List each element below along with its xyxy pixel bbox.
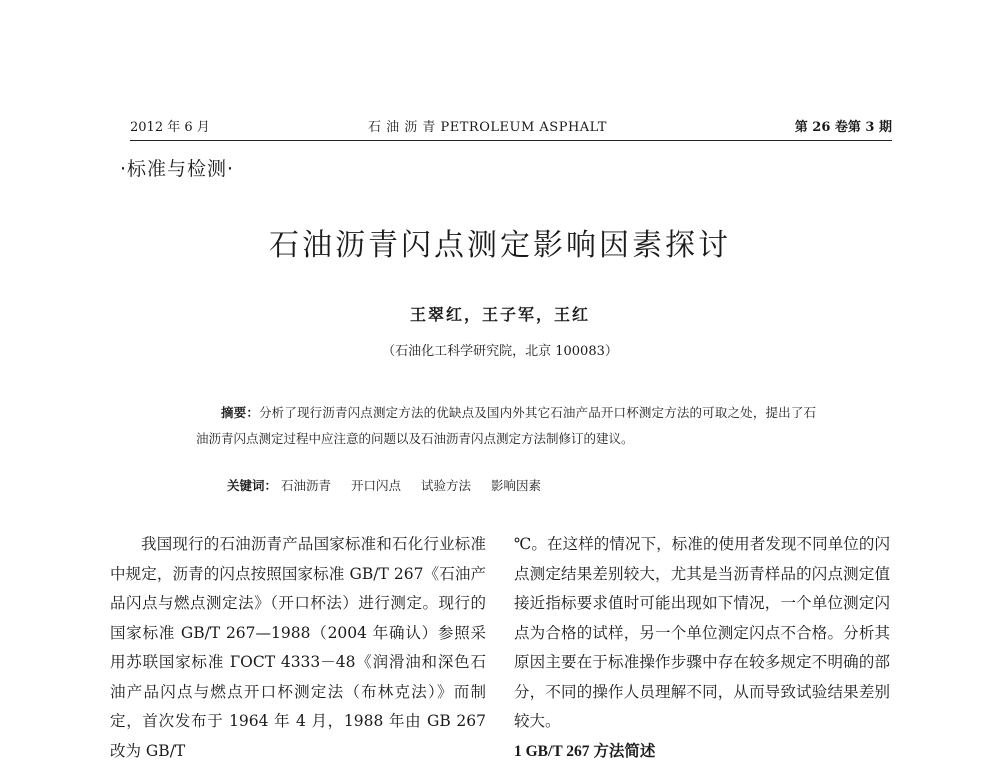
- volume-issue: 第 26 卷第 3 期: [795, 116, 892, 135]
- article-title: 石油沥青闪点测定影响因素探讨: [0, 220, 1000, 264]
- body-paragraph: ℃。在这样的情况下，标准的使用者发现不同单位的闪点测定结果差别较大，尤其是当沥青样品的闪点测定值接近指标要求值时可能出现如下情况，一个单位测定闪点为合格的试样，另一个单位测定闪点不合格。分析其原因主要在于标准操作步骤中存在较多规定不明确的部分，不同的操作人员理解不同，从而导致试验结果差别较大。: [514, 530, 890, 737]
- keywords: [227, 476, 827, 494]
- body-column-left: [110, 530, 486, 766]
- affiliation: （石油化工科学研究院，北京 100083）: [0, 340, 1000, 359]
- keyword: 石油沥青: [281, 478, 331, 493]
- authors: 王翠红，王子军，王红: [0, 302, 1000, 325]
- header-rule: [130, 140, 892, 141]
- keyword: 影响因素: [491, 478, 541, 493]
- keyword: 开口闪点: [351, 478, 401, 493]
- abstract: [196, 400, 816, 452]
- abstract-label: 摘要：: [221, 405, 259, 420]
- issue-date: 2012 年 6 月: [130, 116, 210, 135]
- body-paragraph: 我国现行的石油沥青产品国家标准和石化行业标准中规定，沥青的闪点按照国家标准 GB/T 267《石油产品闪点与燃点测定法》（开口杯法）进行测定。现行的国家标准 GB/T 267—1988（2004 年确认）参照采用苏联国家标准 ГОСТ 4333－48《润滑油和深色石油产品闪点与燃点开口杯测定法（布林克法）》而制定，首次发布于 1964 年 4 月，1988 年由 GB 267 改为 GB/T: [110, 530, 486, 766]
- keyword: 试验方法: [421, 478, 471, 493]
- section-label: ·标准与检测·: [120, 154, 234, 181]
- journal-name: 石 油 沥 青 PETROLEUM ASPHALT: [368, 116, 607, 135]
- section-heading: 1 GB/T 267 方法简述: [514, 737, 890, 766]
- abstract-text: 分析了现行沥青闪点测定方法的优缺点及国内外其它石油产品开口杯测定方法的可取之处，提出了石油沥青闪点测定过程中应注意的问题以及石油沥青闪点测定方法制修订的建议。: [196, 405, 816, 446]
- running-header: [130, 116, 892, 136]
- body-column-right: [514, 530, 890, 766]
- keywords-label: 关键词：: [227, 478, 277, 493]
